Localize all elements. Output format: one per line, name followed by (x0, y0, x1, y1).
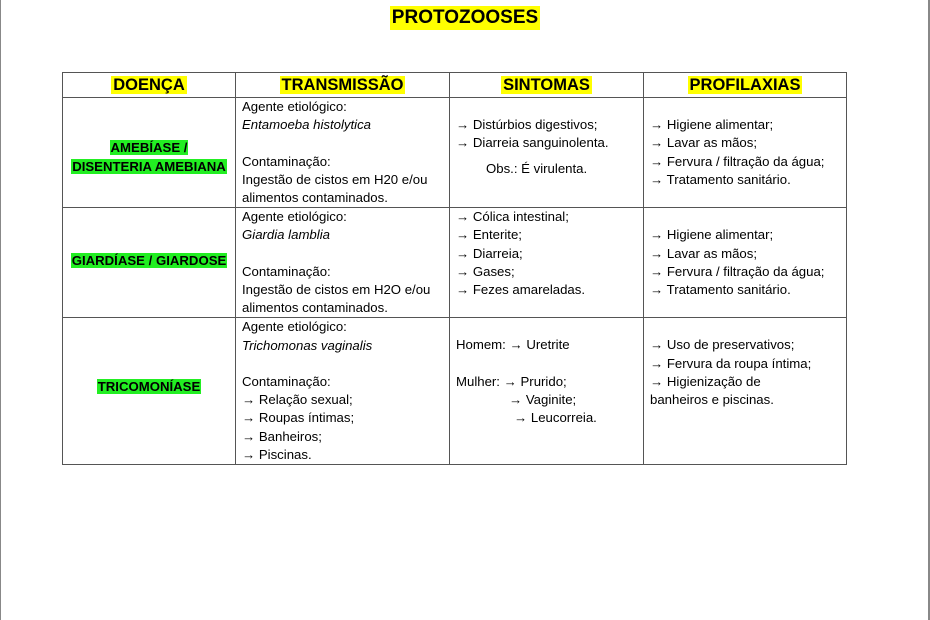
symptom-note: Obs.: É virulenta. (486, 160, 588, 176)
symptom-item (456, 409, 637, 427)
prophylaxis-text: Lavar as mãos; (666, 245, 758, 261)
symptom-text: Distúrbios digestivos; (472, 117, 598, 133)
prophylaxis-text: banheiros e piscinas. (650, 392, 774, 408)
arrow-icon: → (509, 392, 523, 407)
disease-name: AMEBÍASE / (110, 140, 188, 156)
prophylaxis-text: Higienização de (666, 373, 761, 389)
prophylaxis-item (650, 134, 840, 152)
agent-name: Giardia lamblia (242, 227, 330, 243)
agent-label: Agente etiológico: (242, 209, 347, 225)
prophylaxis-text: Uso de preservativos; (666, 337, 795, 353)
symptom-item (456, 245, 637, 263)
arrow-icon: → (650, 135, 664, 151)
prophylaxis-text: Fervura da roupa íntima; (666, 355, 812, 371)
agent-label: Agente etiológico: (242, 99, 347, 114)
symptoms-cell (450, 208, 644, 318)
arrow-icon: → (650, 227, 664, 243)
table-row (63, 98, 847, 208)
contamination-text: Roupas íntimas; (258, 410, 355, 426)
contamination-text: Piscinas. (258, 446, 312, 462)
symptom-text: Diarreia; (472, 245, 523, 261)
symptom-text: Prurido; (520, 373, 567, 389)
prophylaxis-item (650, 226, 840, 244)
arrow-icon: → (456, 245, 470, 261)
symptom-item (456, 281, 637, 299)
symptom-item (456, 263, 637, 281)
header-profilaxias (644, 73, 847, 98)
symptoms-cell (450, 318, 644, 465)
arrow-icon: → (650, 171, 664, 187)
arrow-icon: → (650, 337, 664, 353)
contamination-text: alimentos contaminados. (242, 300, 388, 316)
prophylaxis-item (650, 153, 840, 171)
disease-cell (63, 98, 236, 208)
arrow-icon: → (650, 355, 664, 371)
disease-cell (63, 318, 236, 465)
contamination-label: Contaminação: (242, 374, 331, 389)
agent-label: Agente etiológico: (242, 319, 347, 335)
header-row (63, 73, 847, 98)
contamination-label: Contaminação: (242, 263, 331, 279)
disease-name-line (63, 378, 235, 396)
prophylaxis-item (650, 171, 840, 189)
transmission-cell (236, 98, 450, 208)
arrow-icon: → (242, 392, 256, 408)
contamination-item (242, 391, 443, 409)
arrow-icon: → (456, 227, 470, 243)
arrow-icon: → (650, 245, 664, 261)
contamination-item (242, 428, 443, 446)
prophylaxis-item (650, 263, 840, 281)
contamination-text: Ingestão de cistos em H2O e/ou (242, 282, 431, 297)
table-row (63, 208, 847, 318)
symptom-item (456, 208, 637, 226)
arrow-icon: → (242, 446, 256, 462)
prophylaxis-cell (644, 318, 847, 465)
prophylaxis-text: Higiene alimentar; (666, 227, 774, 243)
arrow-icon: → (509, 337, 523, 353)
symptom-item (456, 134, 637, 152)
symptom-text: Uretrite (526, 337, 570, 353)
contamination-item (242, 446, 443, 464)
title-container (0, 6, 930, 30)
symptom-text: Vaginite; (525, 392, 577, 407)
contamination-label: Contaminação: (242, 153, 331, 169)
transmission-cell (236, 318, 450, 465)
prophylaxis-cell (644, 208, 847, 318)
contamination-text: Ingestão de cistos em H20 e/ou (242, 171, 428, 187)
agent-name: Trichomonas vaginalis (242, 337, 373, 353)
prophylaxis-text: Higiene alimentar; (666, 117, 774, 133)
symptom-item (456, 391, 637, 409)
disease-name-line (63, 158, 235, 176)
symptom-item (456, 116, 637, 134)
arrow-icon: → (514, 410, 528, 426)
symptom-women (456, 373, 637, 391)
arrow-icon: → (242, 428, 256, 444)
contamination-text: Banheiros; (258, 428, 322, 444)
arrow-icon: → (650, 263, 664, 279)
arrow-icon: → (456, 263, 470, 279)
header-profilaxias-label: PROFILAXIAS (689, 75, 801, 94)
symptom-text: Diarreia sanguinolenta. (472, 135, 609, 151)
agent-name: Entamoeba histolytica (242, 117, 372, 133)
arrow-icon: → (650, 153, 664, 169)
disease-name-line (63, 252, 235, 270)
prophylaxis-item (650, 116, 840, 134)
symptom-text: Enterite; (472, 227, 522, 243)
contamination-text: alimentos contaminados. (242, 190, 388, 205)
disease-name: GIARDÍASE / GIARDOSE (71, 252, 227, 268)
arrow-icon: → (650, 117, 664, 133)
prophylaxis-cell (644, 98, 847, 208)
disease-name: TRICOMONÍASE (97, 379, 201, 395)
symptom-text: Fezes amareladas. (472, 282, 586, 298)
prophylaxis-text: Tratamento sanitário. (666, 282, 791, 297)
arrow-icon: → (456, 135, 470, 151)
disease-name-line (63, 139, 235, 157)
prophylaxis-item (650, 245, 840, 263)
disease-cell (63, 208, 236, 318)
contamination-item (242, 409, 443, 427)
transmission-cell (236, 208, 450, 318)
disease-name: DISENTERIA AMEBIANA (72, 158, 226, 174)
symptom-text: Leucorreia. (530, 410, 597, 426)
arrow-icon: → (456, 282, 470, 298)
header-sintomas (450, 73, 644, 98)
arrow-icon: → (650, 282, 664, 297)
prophylaxis-text: Tratamento sanitário. (666, 171, 791, 187)
prophylaxis-item (650, 355, 840, 373)
prophylaxis-text: Fervura / filtração da água; (666, 263, 825, 279)
contamination-text: Relação sexual; (258, 392, 353, 408)
symptom-item (456, 226, 637, 244)
arrow-icon: → (650, 373, 664, 389)
symptom-men-label: Homem: (456, 337, 506, 353)
page-title: PROTOZOOSES (391, 7, 539, 28)
header-transmissao-label: TRANSMISSÃO (281, 75, 404, 94)
table-row (63, 318, 847, 465)
prophylaxis-text: Lavar as mãos; (666, 135, 758, 151)
symptoms-cell (450, 98, 644, 208)
prophylaxis-item (650, 281, 840, 299)
arrow-icon: → (456, 117, 470, 133)
prophylaxis-item (650, 373, 840, 391)
symptom-women-label: Mulher: (456, 373, 500, 389)
prophylaxis-text: Fervura / filtração da água; (666, 153, 825, 169)
symptom-text: Cólica intestinal; (472, 209, 569, 225)
prophylaxis-item (650, 336, 840, 354)
arrow-icon: → (456, 209, 470, 225)
header-doenca (63, 73, 236, 98)
header-transmissao (236, 73, 450, 98)
header-sintomas-label: SINTOMAS (503, 75, 590, 94)
header-doenca-label: DOENÇA (113, 75, 185, 94)
symptom-men (456, 336, 637, 354)
arrow-icon: → (503, 373, 517, 389)
page-edge-left (0, 0, 1, 620)
arrow-icon: → (242, 410, 256, 426)
symptom-text: Gases; (472, 263, 515, 279)
protozooses-table (62, 72, 847, 465)
